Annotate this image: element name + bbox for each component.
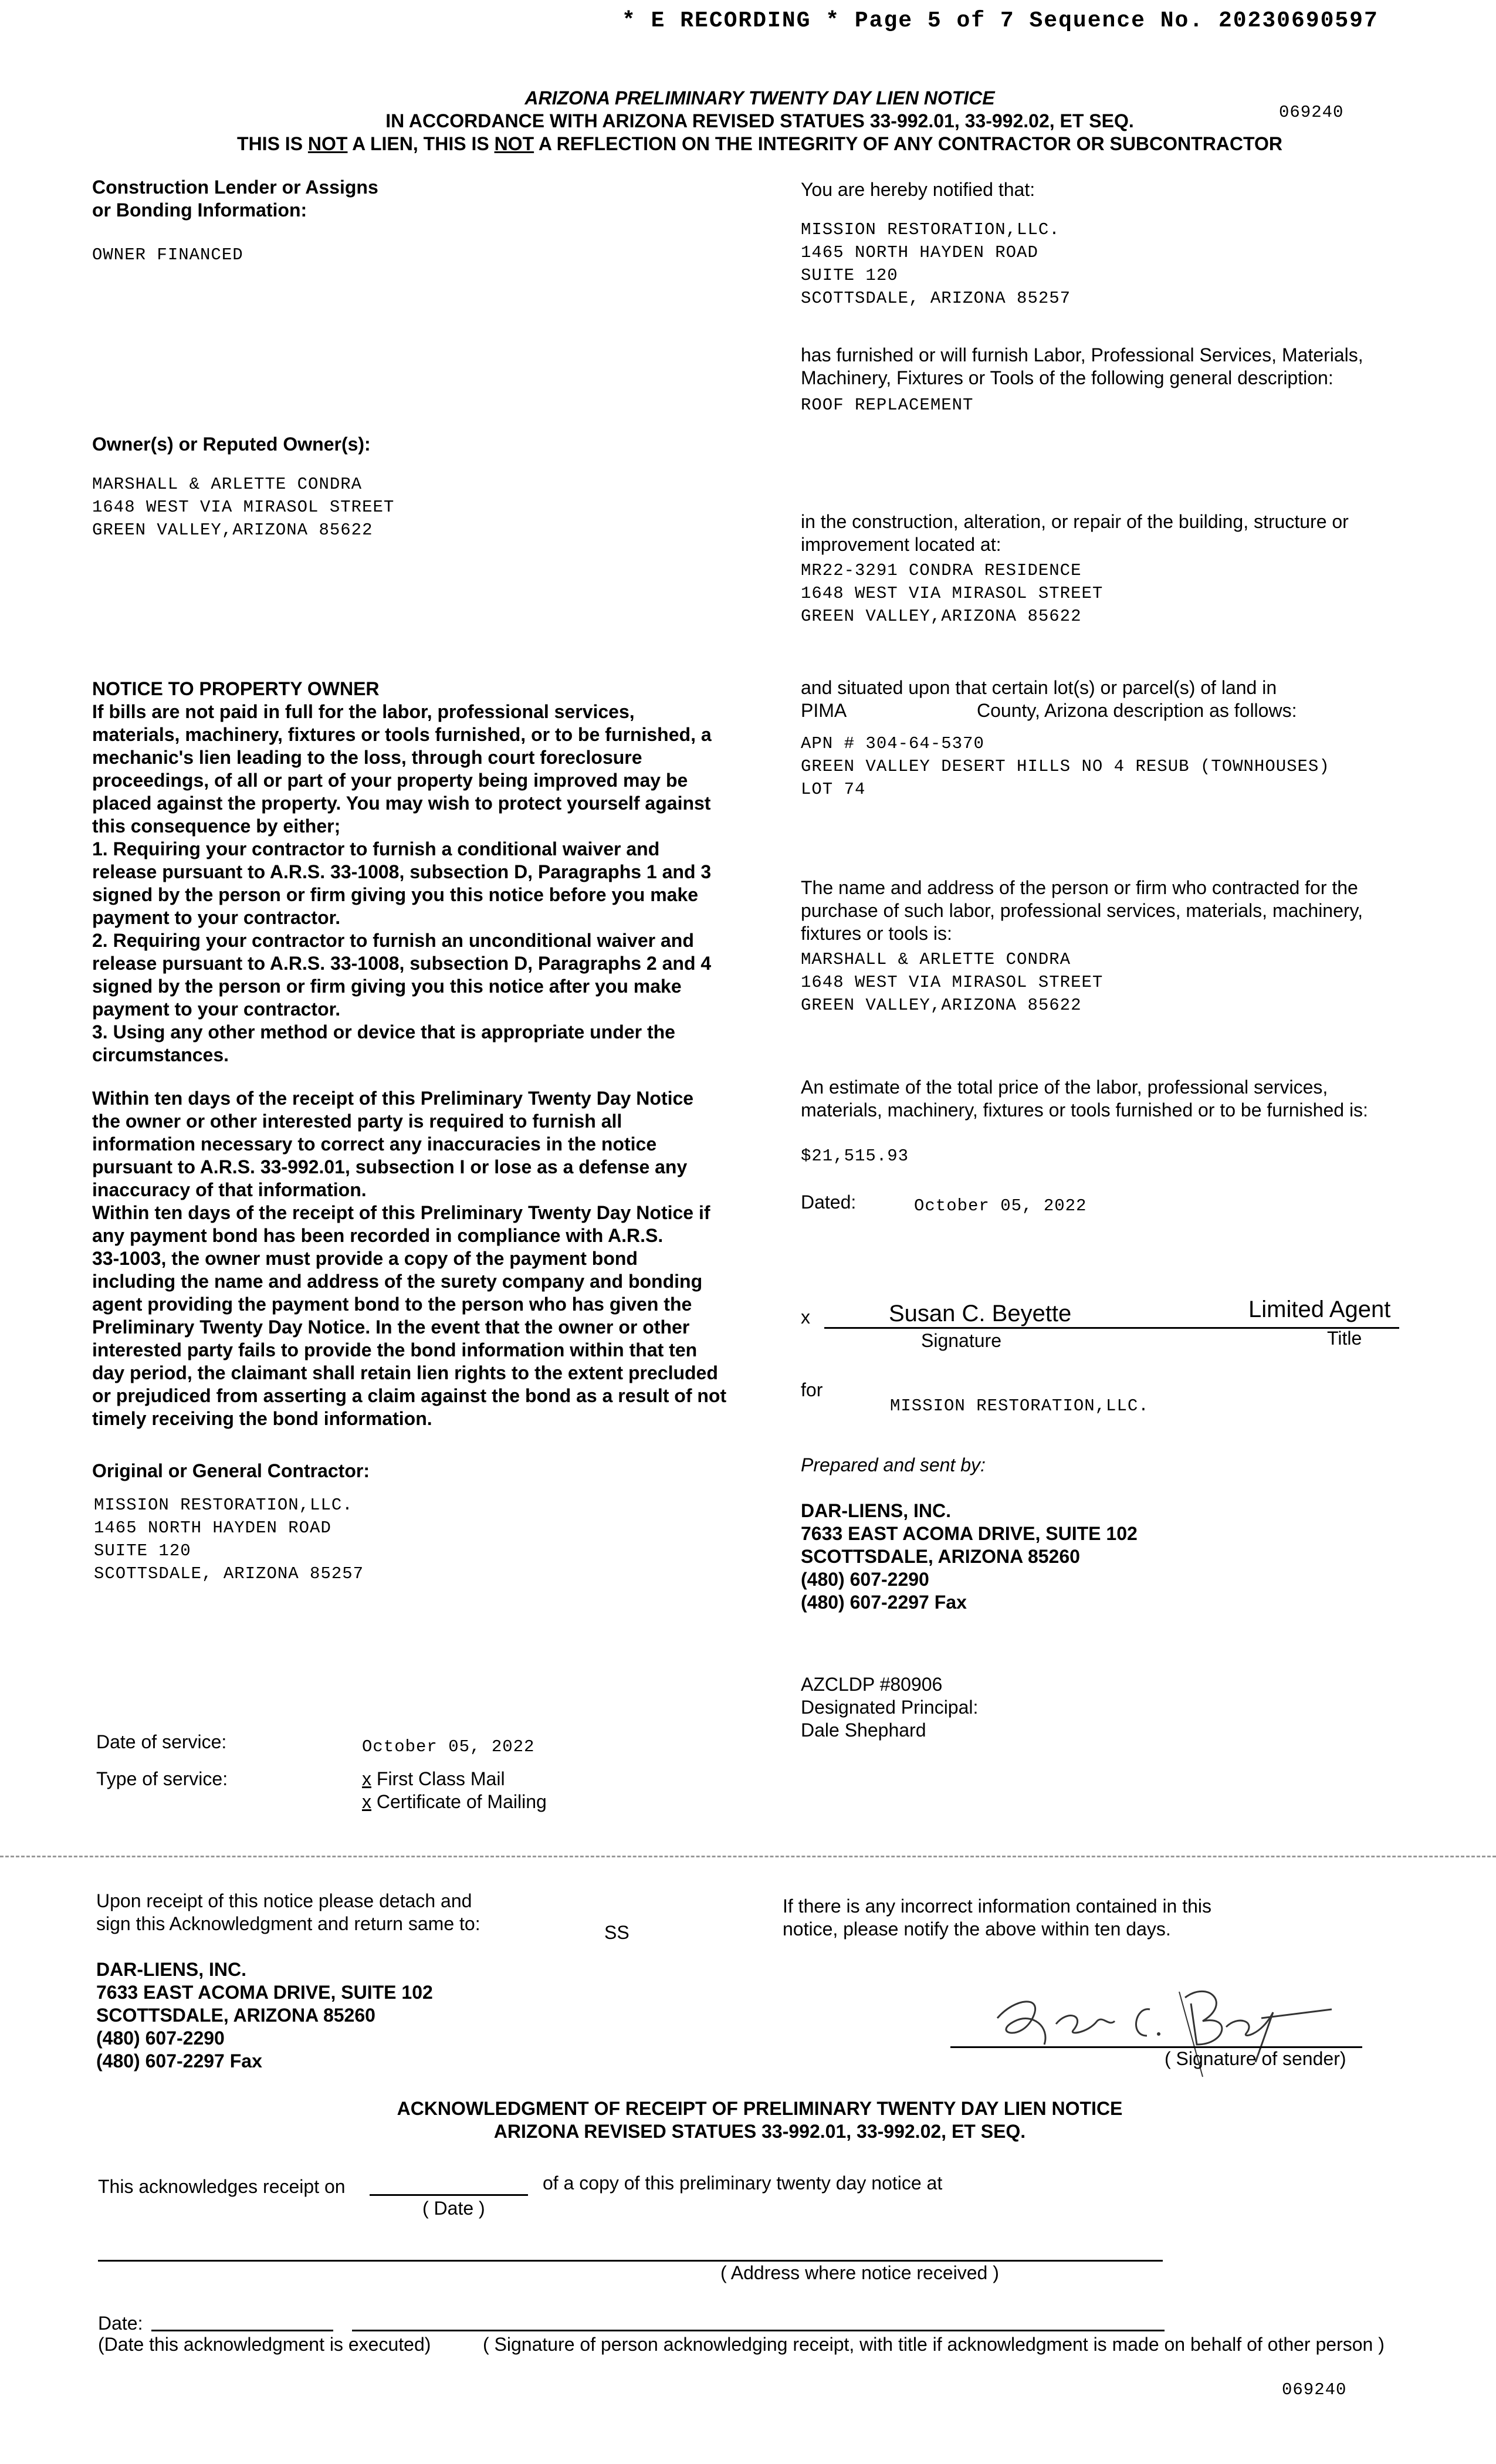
land-text: and situated upon that certain lot(s) or parcel(s) of land in (801, 677, 1277, 698)
title-label: Title (1327, 1328, 1362, 1349)
service-type-mark: x (362, 1768, 371, 1789)
service-type-certificate: x Certificate of Mailing (362, 1791, 547, 1812)
type-of-service-label: Type of service: (96, 1768, 228, 1789)
address-line[interactable] (98, 2260, 1163, 2262)
ack-company: DAR-LIENS, INC. 7633 EAST ACOMA DRIVE, SUITE 102 SCOTTSDALE, ARIZONA 85260 (480) 607-2290 (480) 607-2297 Fax (96, 1959, 433, 2072)
document-number-bottom: 069240 (1282, 2380, 1347, 2399)
notice-to-owner-body: If bills are not paid in full for the labor, professional services, materials, machinery, fixtures or tools furnished, or to be furnished, a mechanic's lien leading to the loss, through court foreclosure proceedings, of all or part of your property being improved may be placed against the property. You may wish to protect yourself against this consequence by either; 1. Requiring your contractor to furnish a conditional waiver and release pursuant to A.R.S. 33-1008, subsection D, Paragraphs 1 and 3 signed by the person or firm giving you this notice before you make payment to your contractor. 2. Requiring your contractor to furnish an unconditional waiver and release pursuant to A.R.S. 33-1008, subsection D, Paragraphs 2 and 4 signed by the person or firm giving you this notice after you make payment to your contractor. 3. Using any other method or device that is appropriate under the circumstances. (92, 701, 712, 1065)
lender-value: OWNER FINANCED (92, 245, 243, 265)
owner-address: MARSHALL & ARLETTE CONDRA 1648 WEST VIA MIRASOL STREET GREEN VALLEY,ARIZONA 85622 (92, 475, 395, 540)
sender-signature-label: ( Signature of sender) (1165, 2048, 1346, 2069)
improvement-address: MR22-3291 CONDRA RESIDENCE 1648 WEST VIA MIRASOL STREET GREEN VALLEY,ARIZONA 85622 (801, 561, 1104, 626)
estimate-text: An estimate of the total price of the labor, professional services, materials, machinery, fixtures or tools furnished or to be furnished is: (801, 1077, 1368, 1121)
signature-label: Signature (921, 1330, 1001, 1351)
signature-name: Susan C. Beyette (889, 1301, 1072, 1326)
recording-header: * E RECORDING * Page 5 of 7 Sequence No. 20230690597 (622, 8, 1379, 33)
notified-label: You are hereby notified that: (801, 179, 1035, 200)
date-of-service-value: October 05, 2022 (362, 1737, 535, 1756)
estimate-amount: $21,515.93 (801, 1146, 909, 1166)
detach-line (0, 1856, 1496, 1857)
document-number-top: 069240 (1279, 103, 1344, 122)
license-info: AZCLDP #80906 Designated Principal: Dale Shephard (801, 1674, 979, 1741)
date-of-service-label: Date of service: (96, 1731, 227, 1752)
receipt-date-line[interactable] (370, 2194, 528, 2196)
contracted-address: MARSHALL & ARLETTE CONDRA 1648 WEST VIA MIRASOL STREET GREEN VALLEY,ARIZONA 85622 (801, 950, 1104, 1015)
for-label: for (801, 1379, 823, 1400)
receipt-copy-text: of a copy of this preliminary twenty day notice at (543, 2172, 943, 2194)
ack-return-text: Upon receipt of this notice please detach and sign this Acknowledgment and return same to: (96, 1890, 480, 1934)
ss-label: SS (604, 1922, 629, 1943)
contracted-text: The name and address of the person or firm who contracted for the purchase of such labor, professional services, materials, machinery, fixtures or tools is: (801, 877, 1363, 944)
service-type-mark: x (362, 1791, 371, 1812)
legal-description: APN # 304-64-5370 GREEN VALLEY DESERT HILLS NO 4 RESUB (TOWNHOUSES) LOT 74 (801, 734, 1330, 799)
original-contractor-address: MISSION RESTORATION,LLC. 1465 NORTH HAYDEN ROAD SUITE 120 SCOTTSDALE, ARIZONA 85257 (94, 1495, 364, 1583)
ack-heading-2: ARIZONA REVISED STATUES 33-992.01, 33-992.02, ET SEQ. (493, 2121, 1026, 2142)
receipt-on-label: This acknowledges receipt on (98, 2176, 346, 2197)
executed-date-label: Date: (98, 2313, 143, 2334)
owner-label: Owner(s) or Reputed Owner(s): (92, 434, 371, 455)
address-caption: ( Address where notice received ) (720, 2262, 999, 2283)
improvement-text: in the construction, alteration, or repair of the building, structure or improvement located at: (801, 511, 1349, 555)
work-description: ROOF REPLACEMENT (801, 395, 974, 415)
claimant-address: MISSION RESTORATION,LLC. 1465 NORTH HAYDEN ROAD SUITE 120 SCOTTSDALE, ARIZONA 85257 (801, 220, 1071, 308)
signature-line (824, 1327, 1399, 1329)
prepared-label: Prepared and sent by: (801, 1454, 986, 1475)
dated-value: October 05, 2022 (914, 1196, 1087, 1216)
signature-title-value: Limited Agent (1248, 1297, 1391, 1322)
original-contractor-label: Original or General Contractor: (92, 1460, 370, 1481)
title-line-1: ARIZONA PRELIMINARY TWENTY DAY LIEN NOTICE (524, 87, 995, 109)
executed-date-caption: (Date this acknowledgment is executed) (98, 2334, 431, 2355)
county-name: PIMA (801, 700, 847, 721)
prepared-company: DAR-LIENS, INC. 7633 EAST ACOMA DRIVE, SUITE 102 SCOTTSDALE, ARIZONA 85260 (480) 607-2290 (480) 607-2297 Fax (801, 1500, 1138, 1613)
county-text: County, Arizona description as follows: (977, 700, 1297, 721)
title-line-2: IN ACCORDANCE WITH ARIZONA REVISED STATUES 33-992.01, 33-992.02, ET SEQ. (385, 110, 1134, 131)
title-line-3: THIS IS NOT A LIEN, THIS IS NOT A REFLECTION ON THE INTEGRITY OF ANY CONTRACTOR OR SUBCONTRACTOR (237, 133, 1282, 154)
ack-incorrect-text: If there is any incorrect information contained in this notice, please notify the above within ten days. (783, 1896, 1212, 1940)
ack-signature-caption: ( Signature of person acknowledging receipt, with title if acknowledgment is made on behalf of other person ) (483, 2334, 1385, 2355)
signature-x: x (801, 1307, 810, 1328)
ack-heading-1: ACKNOWLEDGMENT OF RECEIPT OF PRELIMINARY TWENTY DAY LIEN NOTICE (397, 2098, 1123, 2119)
lender-label: Construction Lender or Assigns or Bonding Information: (92, 177, 378, 221)
notice-to-owner-body-2: Within ten days of the receipt of this Preliminary Twenty Day Notice the owner or other interested party is required to furnish all information necessary to correct any inaccuracies in the notice pursuant to A.R.S. 33-992.01, subsection I or lose as a defense any inaccuracy of that information. Within ten days of the receipt of this Preliminary Twenty Day Notice if any payment bond has been recorded in compliance with A.R.S. 33-1003, the owner must provide a copy of the payment bond including the name and address of the surety company and bonding agent providing the payment bond to the person who has given the Preliminary Twenty Day Notice. In the event that the owner or other interested party fails to provide the bond information within that ten day period, the claimant shall retain lien rights to the extent precluded or prejudiced from asserting a claim against the bond as a result of not timely receiving the bond information. (92, 1088, 727, 1429)
receipt-date-caption: ( Date ) (422, 2198, 485, 2219)
service-type-first-class: x First Class Mail (362, 1768, 505, 1789)
dated-label: Dated: (801, 1192, 857, 1213)
notice-to-owner-heading: NOTICE TO PROPERTY OWNER (92, 678, 380, 699)
furnish-text: has furnished or will furnish Labor, Professional Services, Materials, Machinery, Fixtures or Tools of the following general description: (801, 344, 1363, 388)
ack-signature-line[interactable] (352, 2330, 1165, 2331)
for-value: MISSION RESTORATION,LLC. (890, 1396, 1149, 1416)
executed-date-line[interactable] (151, 2330, 333, 2331)
